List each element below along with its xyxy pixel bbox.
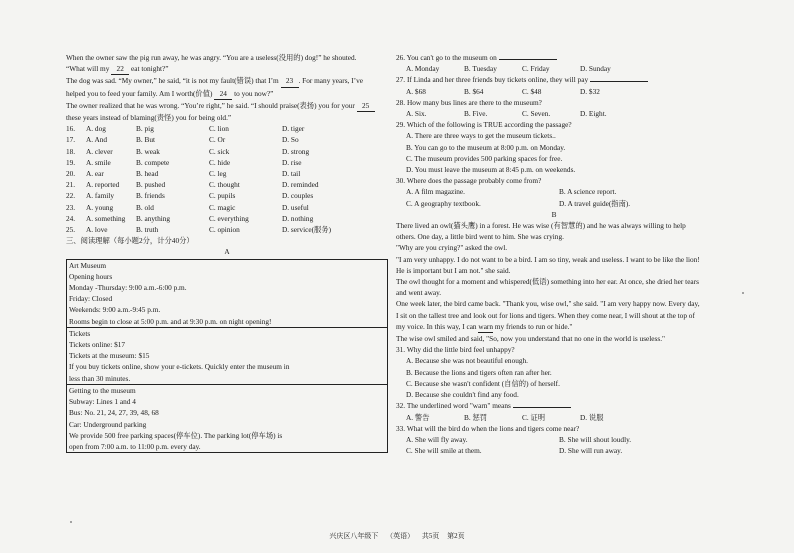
left-column — [66, 52, 388, 453]
museum-info-box — [66, 259, 388, 453]
answer-blank — [513, 407, 571, 408]
options-26: A. Monday B. Tuesday C. Friday D. Sunday — [406, 64, 611, 74]
passage-paragraph: When the owner saw the pig run away, he was angry. “You are a useless(没用的) dog!” he shouted. — [66, 53, 357, 62]
question-33: 33. What will the bird do when the lions and tigers come near? — [396, 423, 580, 433]
passage-paragraph: helped you to feed your family. Am I worth(价值) 24 to you now?” — [66, 88, 388, 100]
hours-title: Opening hours — [69, 271, 113, 281]
question-26: 26. You can't go to the museum on — [396, 52, 712, 63]
passage-paragraph: The owner realized that he was wrong. “You’re right,” he said. “I should praise(表扬) you for your 25 — [66, 100, 388, 112]
passage-b-line: my voice. In this way, I can warn my friends to run or hide." — [396, 321, 712, 333]
blank-22: 22 — [111, 63, 129, 75]
museum-hours-section: Art Museum Opening hours Monday -Thursday: 9:00 a.m.-6:00 p.m. Friday: Closed Weekends: 9:00 a.m.-9:45 p.m. Rooms begin to close at 5:00 p.m. and at 9:30 p.m. on night opening! — [67, 260, 387, 328]
passage-label-a: A — [224, 247, 230, 257]
option-row-17: 17. A. And B. But C. Or D. So — [66, 135, 299, 145]
options-30-row2: C. A geography textbook. D. A travel guide(指南). — [406, 198, 631, 208]
options-28: A. Six. B. Five. C. Seven. D. Eight. — [406, 109, 607, 119]
passage-paragraph: these years instead of blaming(责怪) you for being old.” — [66, 113, 232, 123]
section-title: 三、阅读理解（每小题2分，计分40分） — [66, 236, 194, 246]
blank-23: 23 — [281, 75, 299, 87]
option-row-25: 25. A. love B. truth C. opinion D. service(服务) — [66, 225, 332, 235]
getting-title: Getting to the museum — [69, 385, 136, 395]
passage-paragraph: The dog was sad. “My owner,” he said, “it is not my fault(错误) that I’m 23 . For many years, I’ve — [66, 75, 388, 87]
tickets-title: Tickets — [69, 328, 91, 338]
question-28: 28. How many bus lines are there to the museum? — [396, 97, 542, 107]
getting-there-section: Getting to the museum Subway: Lines 1 and 4 Bus: No. 21, 24, 27, 39, 48, 68 Car: Underground parking We provide 500 free parking spaces(停车位). The parking lot(停车场) is open from 7:00 a.m. to 11:00 p.m. every day. — [67, 385, 387, 452]
option-row-16: 16. A. dog B. pig C. lion D. tiger — [66, 124, 305, 134]
passage-b-line: "Why are you crying?" asked the owl. — [396, 243, 508, 253]
option-row-22: 22. A. family B. friends C. pupils D. couples — [66, 191, 314, 201]
passage-b-line: He is important but I am not." she said. — [396, 265, 511, 275]
options-27: A. $68 B. $64 C. $48 D. $32 — [406, 86, 600, 96]
option-row-18: 18. A. clever B. weak C. sick D. strong — [66, 146, 310, 156]
passage-b-line: others. One day, a little bird went to him. She was crying. — [396, 232, 564, 242]
options-32: A. 警告 B. 惩罚 C. 证明 D. 说服 — [406, 412, 604, 422]
blank-25: 25 — [357, 100, 375, 112]
option-row-23: 23. A. young B. old C. magic D. useful — [66, 202, 309, 212]
right-column: 26. You can't go to the museum on A. Monday B. Tuesday C. Friday D. Sunday 27. If Linda and her three friends buy tickets online, they will pay A. $68 B. $64 C. $48 D. $32 28. How many bus lines are there to the museum? A. Six. B. Five. C. Seven. D. Eight. 29. Which of the following is TRUE according the passage? A. There are three ways to get the museum tickets.. B. You can go to the museum at 8:00 p.m. on Monday. C. The museum provides 500 parking spaces for free. D. You must leave the museum at 8:45 p.m. on weekends. 30. Where does the passage probably come from? A. A film magazine. B. A science report. C. A geography textbook. D. A travel guide(指南). B There lived an owl(猫头鹰) in a forest. He was wise (有智慧的) and he was always willing to help others. One day, a little bird went to him. She was crying. "Why are you crying?" asked the owl. "I am very unhappy. I do not want to be a bird. I am so tiny, weak and useless. I want to be like the lion! He is important but I am not." she said. The owl thought for a moment and whispered(低语) something into her ear. At once, she dried her tears and went away. One week later, the bird came back. "Thank you, wise owl," she said. "I am very happy now. Every day, I sit on the tallest tree and look out for lions and tigers. When they come near, I will shout at the top of my voice. In this way, I can warn my friends to run or hide." The wise owl smiled and said, "So, now you understand that no one in the world is useless." 31. Why did the little bird feel unhappy? A. Because she was not beautiful enough. B. Because the lions and tigers often ran after her. C. Because she wasn't confident (自信的) of herself. D. Because she couldn't find any food. 32. The underlined word "warn" means A. 警告 B. 惩罚 C. 证明 D. 说服 33. What will the bird do when the lions and tigers come near? A. She will fly away. B. She will shout loudly. C. She will smile at them. D. She will run away. — [396, 52, 712, 456]
question-27: 27. If Linda and her three friends buy tickets online, they will pay — [396, 74, 712, 85]
passage-b-line: The wise owl smiled and said, "So, now you understand that no one in the world is useless." — [396, 334, 666, 344]
answer-blank — [499, 59, 557, 60]
tickets-section: Tickets Tickets online: $17 Tickets at the museum: $15 If you buy tickets online, show your e-tickets. Quickly enter the museum in less than 30 minutes. — [67, 328, 387, 385]
page-footer: 兴庆区八年级下 （英语） 共5页 第2页 — [329, 532, 465, 540]
blank-24: 24 — [214, 88, 232, 100]
passage-b-line: I sit on the tallest tree and look out for lions and tigers. When they come near, I will shout at the top of — [396, 310, 695, 320]
question-32: 32. The underlined word "warn" means — [396, 400, 712, 411]
passage-b-line: There lived an owl(猫头鹰) in a forest. He was wise (有智慧的) and he was always willing to help — [396, 221, 686, 231]
options-30-row1: A. A film magazine. B. A science report. — [406, 187, 617, 197]
passage-label-b: B — [551, 209, 557, 219]
passage-b-line: One week later, the bird came back. "Thank you, wise owl," she said. "I am very happy now. Every day, — [396, 299, 700, 309]
option-row-21: 21. A. reported B. pushed C. thought D. reminded — [66, 180, 319, 190]
passage-b-line: "I am very unhappy. I do not want to be a bird. I am so tiny, weak and useless. I want to be like the lion! — [396, 254, 700, 264]
passage-b-line: and went away. — [396, 288, 442, 298]
option-row-19: 19. A. smile B. compete C. hide D. rise — [66, 157, 302, 167]
passage-paragraph: “What will my 22 eat tonight?” — [66, 63, 388, 75]
question-29: 29. Which of the following is TRUE according the passage? — [396, 120, 572, 130]
underlined-word: warn — [478, 321, 493, 333]
options-33-row2: C. She will smile at them. D. She will run away. — [406, 446, 623, 456]
question-30: 30. Where does the passage probably come from? — [396, 176, 542, 186]
question-31: 31. Why did the little bird feel unhappy? — [396, 345, 515, 355]
museum-name: Art Museum — [69, 260, 107, 270]
options-33-row1: A. She will fly away. B. She will shout loudly. — [406, 434, 632, 444]
passage-b-line: The owl thought for a moment and whispered(低语) something into her ear. At once, she dried her tears — [396, 277, 699, 287]
option-row-20: 20. A. ear B. head C. leg D. tail — [66, 169, 301, 179]
answer-blank — [590, 81, 648, 82]
scan-speck — [70, 521, 72, 523]
option-row-24: 24. A. something B. anything C. everything D. nothing — [66, 213, 314, 223]
scan-speck — [742, 292, 744, 294]
